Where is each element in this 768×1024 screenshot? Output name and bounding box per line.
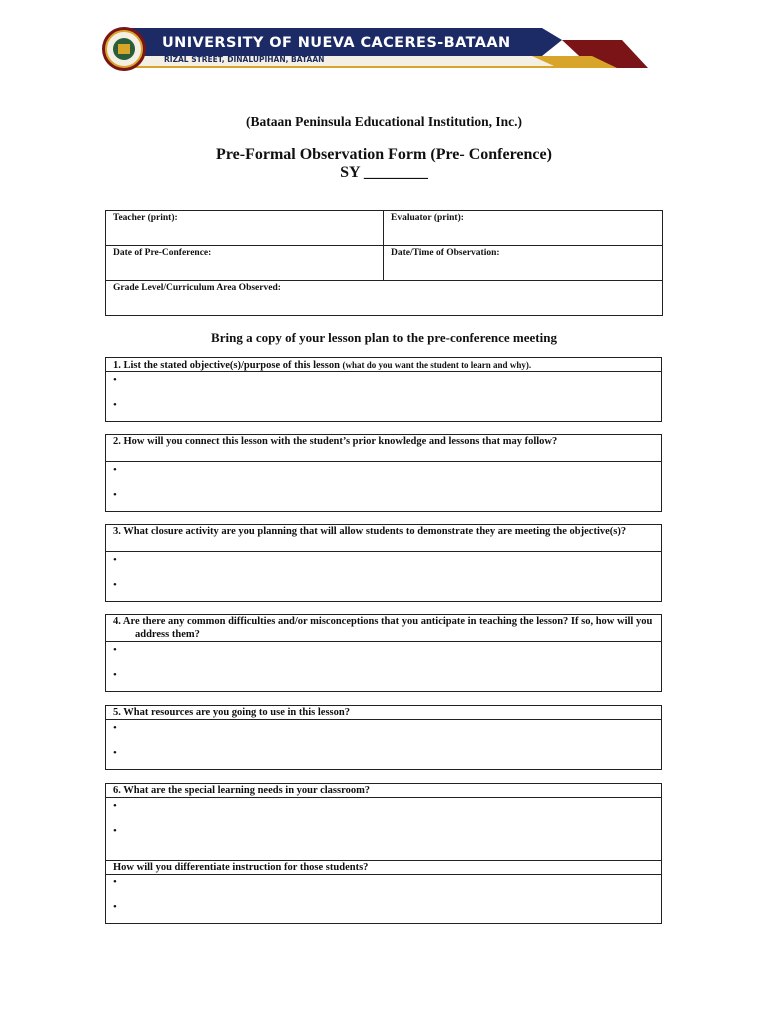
date-pre-conference-field[interactable]: Date of Pre-Conference: bbox=[106, 246, 384, 281]
bullet-point: • bbox=[113, 800, 117, 812]
question-6-answer-area[interactable] bbox=[106, 798, 661, 861]
question-6b-answer-area[interactable] bbox=[106, 875, 661, 923]
question-1-answer-area[interactable] bbox=[106, 372, 661, 421]
observation-info-table bbox=[105, 210, 663, 316]
question-6-heading: 6. What are the special learning needs in your classroom? bbox=[106, 784, 661, 798]
question-1-heading bbox=[106, 358, 661, 372]
form-title-block bbox=[0, 146, 768, 182]
bullet-point: • bbox=[113, 644, 117, 656]
question-1-box bbox=[105, 357, 662, 422]
question-1-text: 1. List the stated objective(s)/purpose of this lesson bbox=[113, 360, 343, 371]
question-2-heading: 2. How will you connect this lesson with the student’s prior knowledge and lessons that may follow? bbox=[106, 435, 661, 462]
question-5-answer-area[interactable] bbox=[106, 720, 661, 769]
question-4-heading: 4. Are there any common difficulties and/or misconceptions that you anticipate in teaching the lesson? If so, how will you address them? bbox=[106, 615, 661, 642]
bullet-point: • bbox=[113, 722, 117, 734]
date-time-observation-field[interactable]: Date/Time of Observation: bbox=[384, 246, 663, 281]
university-name: UNIVERSITY OF NUEVA CACERES-BATAAN bbox=[162, 35, 511, 51]
question-4-answer-area[interactable] bbox=[106, 642, 661, 691]
bullet-point: • bbox=[113, 554, 117, 566]
bullet-point: • bbox=[113, 489, 117, 501]
bullet-point: • bbox=[113, 901, 117, 913]
lesson-plan-reminder: Bring a copy of your lesson plan to the pre-conference meeting bbox=[211, 330, 557, 345]
bullet-point: • bbox=[113, 825, 117, 837]
grade-level-field[interactable]: Grade Level/Curriculum Area Observed: bbox=[106, 281, 663, 316]
question-4-box bbox=[105, 614, 662, 692]
bullet-point: • bbox=[113, 579, 117, 591]
university-header-banner bbox=[92, 26, 648, 72]
institution-name: (Bataan Peninsula Educational Institution, Inc.) bbox=[245, 114, 523, 129]
question-6b-heading: How will you differentiate instruction for those students? bbox=[106, 861, 661, 875]
question-3-answer-area[interactable] bbox=[106, 552, 661, 601]
school-year-field: SY ________ bbox=[340, 164, 428, 181]
bullet-point: • bbox=[113, 374, 117, 386]
bullet-point: • bbox=[113, 747, 117, 759]
question-6-box bbox=[105, 783, 662, 924]
teacher-print-field[interactable]: Teacher (print): bbox=[106, 211, 384, 246]
bullet-point: • bbox=[113, 876, 117, 888]
bullet-point: • bbox=[113, 464, 117, 476]
question-3-box bbox=[105, 524, 662, 602]
bullet-point: • bbox=[113, 399, 117, 411]
university-seal-icon bbox=[96, 26, 156, 72]
question-2-box bbox=[105, 434, 662, 512]
question-2-answer-area[interactable] bbox=[106, 462, 661, 511]
question-5-heading: 5. What resources are you going to use in this lesson? bbox=[106, 706, 661, 720]
question-3-heading: 3. What closure activity are you planning that will allow students to demonstrate they are meeting the objective(s)? bbox=[106, 525, 661, 552]
form-title: Pre-Formal Observation Form (Pre- Conference) bbox=[216, 146, 552, 163]
question-1-note: (what do you want the student to learn and why). bbox=[342, 360, 532, 370]
evaluator-print-field[interactable]: Evaluator (print): bbox=[384, 211, 663, 246]
question-5-box bbox=[105, 705, 662, 770]
university-address: RIZAL STREET, DINALUPIHAN, BATAAN bbox=[164, 55, 325, 64]
bullet-point: • bbox=[113, 669, 117, 681]
